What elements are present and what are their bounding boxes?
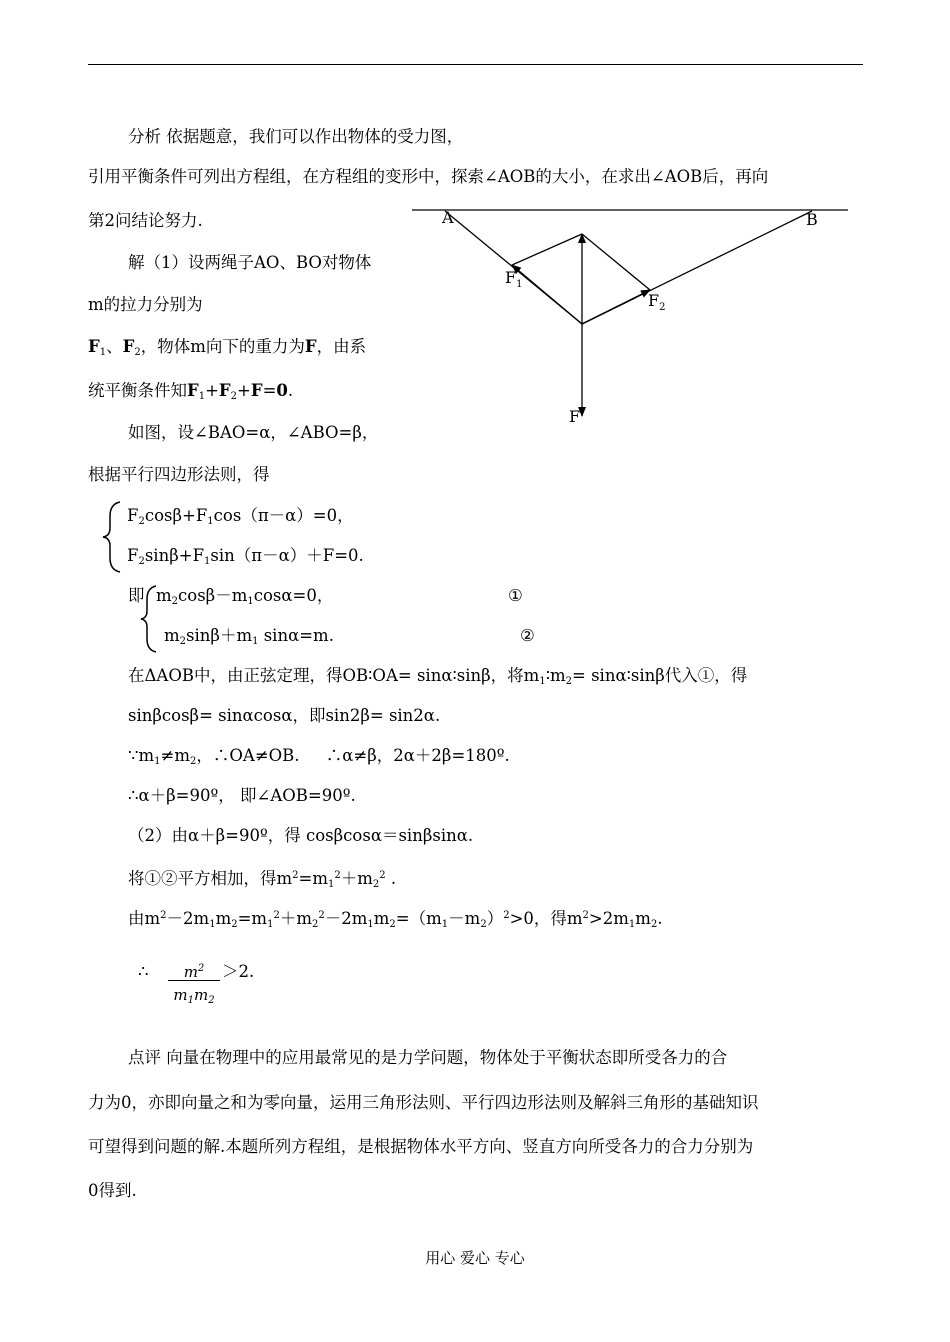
equation-marker-1: ① <box>508 586 523 605</box>
inequality-line: 由$m^2-2m_1m_2=m_1^2+m_2^2-2m_1m_2=(m_1-m_2)^2>0$，得$m^2>2m_1m_2$. <box>128 909 663 930</box>
comment-line-1: 点评 向量在物理中的应用最常见的是力学问题，物体处于平衡状态即所受各力的合 <box>128 1048 728 1067</box>
solution-line-1: 解（1）设两绳子AO、BO对物体 <box>128 253 372 272</box>
vector-f1 <box>512 265 582 324</box>
label-b: B <box>806 210 818 229</box>
label-a: A <box>442 208 454 227</box>
label-f1: $F_1$ <box>505 268 523 290</box>
force-diagram <box>0 0 950 440</box>
conclusion-therefore: ∴ <box>138 962 149 981</box>
parallelogram-side-2 <box>582 234 650 290</box>
solution-line-5: 如图，设∠BAO=α，∠ABO=β， <box>128 423 379 442</box>
result-line-1: sinβcosβ= sinαcosα，即sin2β= sin2α. <box>128 706 441 725</box>
analysis-line-1: 分析 依据题意，我们可以作出物体的受力图， <box>128 127 464 146</box>
label-f2: $F_2$ <box>648 291 666 313</box>
comment-line-2: 力为0，亦即向量之和为零向量，运用三角形法则、平行四边形法则及解斜三角形的基础知识 <box>88 1093 759 1112</box>
conclusion-rhs: ＞2. <box>222 962 255 981</box>
equation-brace-1 <box>100 500 124 574</box>
analysis-line-2: 引用平衡条件可列出方程组，在方程组的变形中，探索∠AOB的大小，在求出∠AOB后，再向 <box>88 167 769 186</box>
comment-line-3: 可望得到问题的解.本题所列方程组，是根据物体水平方向、竖直方向所受各力的合力分别为 <box>88 1137 754 1156</box>
label-f: F <box>569 407 581 426</box>
solution-line-6: 根据平行四边形法则，得 <box>88 465 270 484</box>
sine-law-line: 在ΔAOB中，由正弦定理，得OB∶OA= sinα∶sinβ，将$m_1∶m_2=$ sinα∶sinβ代入①，得 <box>128 666 748 687</box>
solution-line-4: 统平衡条件知$F_1+F_2+F=0$. <box>88 381 294 402</box>
because-line: $\because m_1\ne m_2$，∴OA≠OB. ∴α≠β，2α＋2β=180º. <box>128 746 510 767</box>
equation-2b: $m_2\sin\beta+m_1$ sinα=m. <box>164 626 334 647</box>
equation-1b: $F_2\sin\beta+F_1\sin(\pi-\alpha)+F=0$. <box>127 546 364 567</box>
ji-label: 即 <box>128 586 145 605</box>
therefore-line: ∴α＋β=90º， 即∠AOB=90º. <box>128 786 356 805</box>
equation-marker-2: ② <box>520 626 535 645</box>
parallelogram-side-1 <box>512 234 582 265</box>
solution-line-3: $F_1$、$F_2$，物体m向下的重力为F，由系 <box>88 337 367 358</box>
equation-2a: $m_2\cos\beta-m_1\cos\alpha=0$， <box>156 586 334 607</box>
comment-line-4: 0得到. <box>88 1181 137 1200</box>
fraction-numerator: $m^2$ <box>168 958 220 981</box>
conclusion-fraction <box>168 958 220 1005</box>
part2-line: （2）由α＋β=90º，得 cosβcosα＝sinβsinα. <box>128 826 474 845</box>
equation-1a: $F_2\cos\beta+F_1\cos(\pi-\alpha)=0$， <box>127 506 354 527</box>
solution-line-2: m的拉力分别为 <box>88 295 203 314</box>
add-squares-line: 将①②平方相加，得$m^2=m_1^2+m_2^2$ . <box>128 869 397 890</box>
analysis-line-3: 第2问结论努力. <box>88 211 203 230</box>
fraction-denominator: $m_1m_2$ <box>173 986 215 1006</box>
vector-f2 <box>582 290 650 324</box>
page-footer: 用心 爱心 专心 <box>425 1249 525 1267</box>
